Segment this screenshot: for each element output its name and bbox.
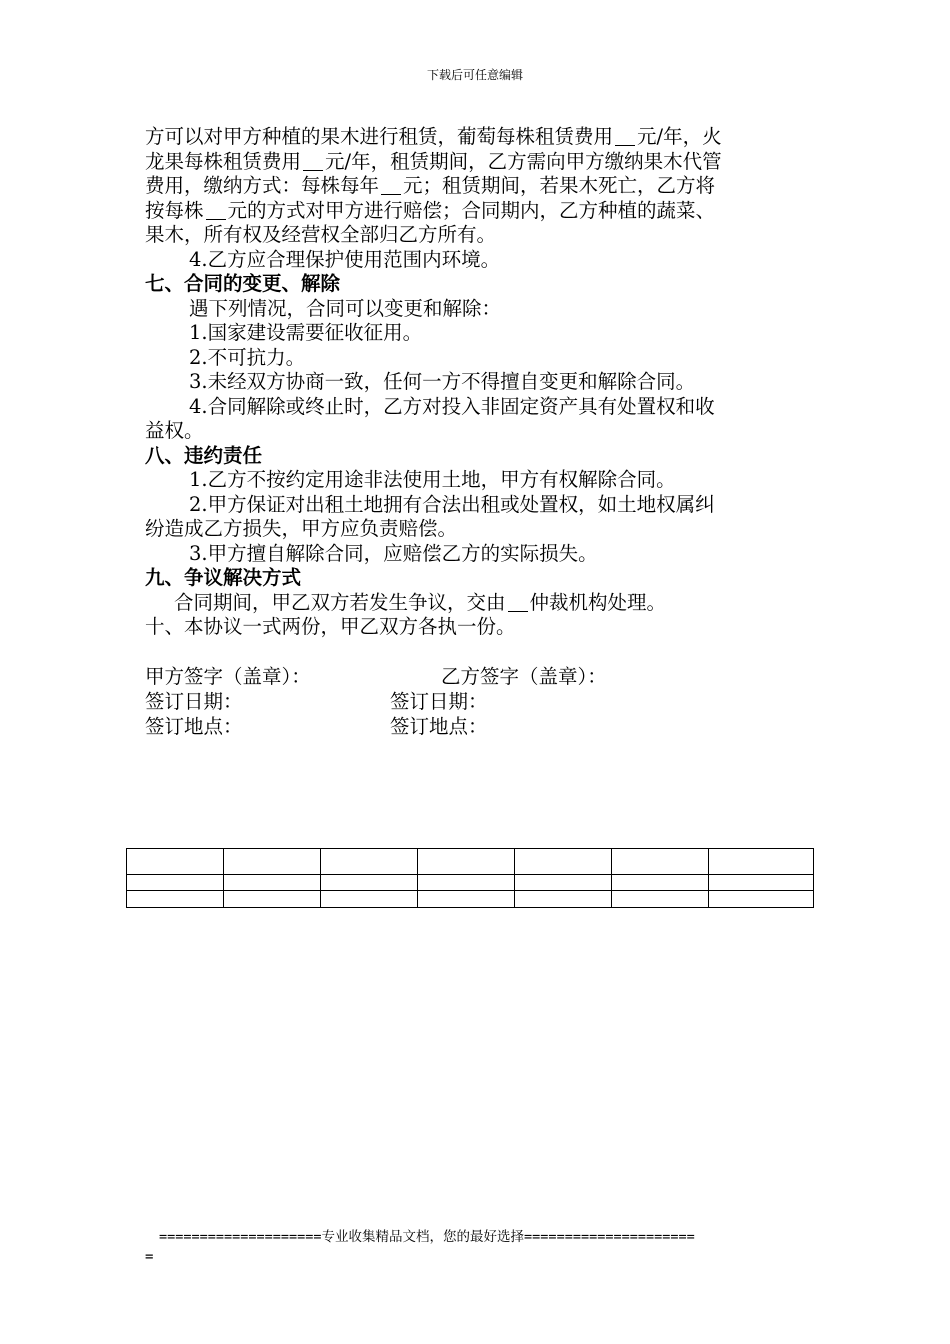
para-line: 果木，所有权及经营权全部归乙方所有。 xyxy=(145,223,497,246)
table-cell xyxy=(709,891,814,908)
place-row xyxy=(145,715,810,740)
blank-field xyxy=(508,594,528,612)
clause-item: 3.甲方擅自解除合同，应赔偿乙方的实际损失。 xyxy=(189,541,598,565)
para-line: 龙果每株租赁费用 元/年，租赁期间，乙方需向甲方缴纳果木代管 xyxy=(145,149,722,173)
para-line: 费用，缴纳方式：每株每年 元；租赁期间，若果木死亡，乙方将 xyxy=(145,174,716,197)
footer-line: ====================专业收集精品文档，您的最好选择===================== xyxy=(159,1229,695,1245)
table-cell xyxy=(709,849,814,875)
table-row xyxy=(127,875,814,891)
clause-item: 4.合同解除或终止时，乙方对投入非固定资产具有处置权和收 xyxy=(189,394,715,418)
footer-line: = xyxy=(145,1249,154,1265)
party-a-place-label: 签订地点： xyxy=(145,714,243,738)
section-heading: 七、合同的变更、解除 xyxy=(145,272,341,295)
table-cell xyxy=(127,849,224,875)
para-line: 方可以对甲方种植的果木进行租赁，葡萄每株租赁费用 元/年，火 xyxy=(145,125,722,148)
blank-field xyxy=(381,177,401,195)
section-line: 十、本协议一式两份，甲乙双方各执一份。 xyxy=(145,615,516,638)
table-cell xyxy=(127,891,224,908)
table-row xyxy=(127,891,814,908)
table-cell xyxy=(515,849,612,875)
para-line: 按每株 元的方式对甲方进行赔偿；合同期内，乙方种植的蔬菜、 xyxy=(145,198,716,222)
empty-table xyxy=(126,848,814,908)
clause-item-cont: 纷造成乙方损失，甲方应负责赔偿。 xyxy=(145,517,458,540)
clause-item: 1.乙方不按约定用途非法使用土地，甲方有权解除合同。 xyxy=(189,468,676,491)
clause-item: 3.未经双方协商一致，任何一方不得擅自变更和解除合同。 xyxy=(189,370,696,393)
clause-intro: 遇下列情况，合同可以变更和解除： xyxy=(189,296,502,320)
table-cell xyxy=(612,849,709,875)
clause-item: 2.甲方保证对出租土地拥有合法出租或处置权，如土地权属纠 xyxy=(189,492,715,516)
table-cell xyxy=(224,891,321,908)
party-b-place-label: 签订地点： xyxy=(390,714,488,738)
document-body xyxy=(145,125,810,740)
table-cell xyxy=(612,875,709,891)
table-cell xyxy=(418,875,515,891)
signature-row xyxy=(145,665,810,690)
clause-item-cont: 益权。 xyxy=(145,419,204,442)
table-cell xyxy=(224,849,321,875)
blank-field xyxy=(615,128,635,146)
clause-item: 2.不可抗力。 xyxy=(189,345,306,369)
clause-item: 1.国家建设需要征收征用。 xyxy=(189,321,423,344)
table-cell xyxy=(127,875,224,891)
table-cell xyxy=(321,849,418,875)
table-cell xyxy=(224,875,321,891)
page-footer xyxy=(145,1227,810,1267)
table-cell xyxy=(321,891,418,908)
table-cell xyxy=(515,891,612,908)
blank-field xyxy=(206,202,226,220)
party-a-signature-label: 甲方签字（盖章）： xyxy=(145,664,311,688)
table-cell xyxy=(321,875,418,891)
table-cell xyxy=(418,849,515,875)
page-header: 下载后可任意编辑 xyxy=(426,68,523,82)
blank-field xyxy=(303,153,323,171)
table-cell xyxy=(515,875,612,891)
date-row xyxy=(145,690,810,715)
section-heading: 九、争议解决方式 xyxy=(145,566,302,589)
party-b-signature-label: 乙方签字（盖章）： xyxy=(441,664,607,688)
table-cell xyxy=(612,891,709,908)
party-b-date-label: 签订日期： xyxy=(390,689,488,713)
table-row xyxy=(127,849,814,875)
clause-item: 4.乙方应合理保护使用范围内环境。 xyxy=(189,247,501,271)
clause-text: 合同期间，甲乙双方若发生争议，交由 仲裁机构处理。 xyxy=(174,590,667,614)
table-cell xyxy=(418,891,515,908)
party-a-date-label: 签订日期： xyxy=(145,689,243,713)
table-cell xyxy=(709,875,814,891)
section-heading: 八、违约责任 xyxy=(145,443,263,467)
